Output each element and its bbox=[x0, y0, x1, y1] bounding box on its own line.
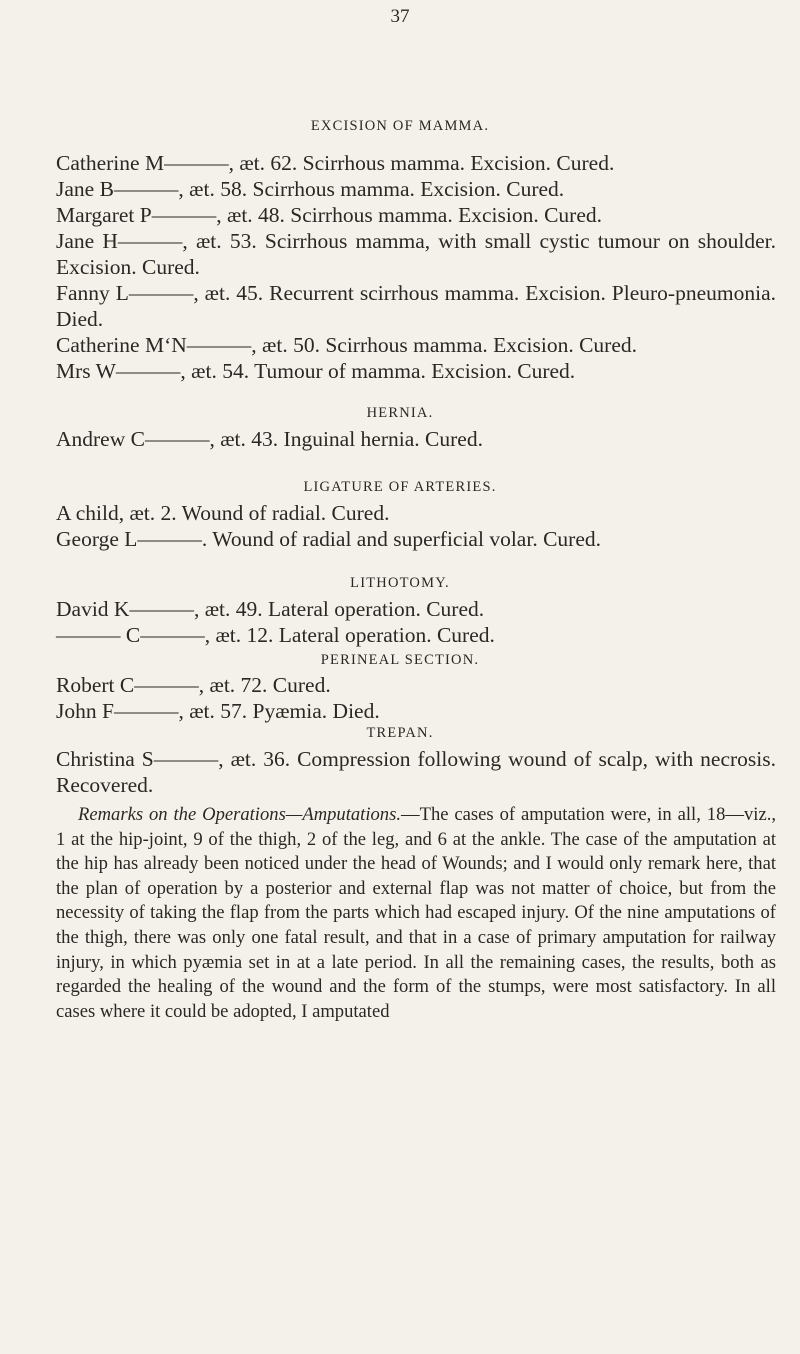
remarks-lead: Remarks on the Operations—Amputations. bbox=[78, 804, 401, 825]
section-entries-excision-of-mamma bbox=[56, 150, 776, 384]
section-heading-hernia: HERNIA. bbox=[366, 405, 434, 421]
case-entry: David K———, æt. 49. Lateral operation. Cured. bbox=[56, 597, 485, 621]
section-heading-lithotomy: LITHOTOMY. bbox=[350, 575, 450, 591]
case-entry: Catherine M———, æt. 62. Scirrhous mamma. Excision. Cured. bbox=[56, 151, 615, 175]
section-heading-excision-of-mamma: EXCISION OF MAMMA. bbox=[310, 118, 490, 134]
remarks-paragraph bbox=[56, 803, 776, 1024]
case-entry: A child, æt. 2. Wound of radial. Cured. bbox=[56, 501, 390, 525]
section-entries-perineal-section bbox=[56, 672, 776, 724]
case-entry: Margaret P———, æt. 48. Scirrhous mamma. Excision. Cured. bbox=[56, 203, 602, 227]
case-entry: ——— C———, æt. 12. Lateral operation. Cured. bbox=[56, 623, 495, 647]
remarks-body: —The cases of amputation were, in all, 18—viz., 1 at the hip-joint, 9 of the thigh, 2 of the leg, and 6 at the ankle. The case of the amputation at the hip has already been noticed under the head of Wounds; and I would only remark here, that the plan of operation by a posterior and external flap was not matter of choice, but from the necessity of taking the flap from the parts which had escaped injury. Of the nine amputations of the thigh, there was only one fatal result, and that in a case of primary amputation for railway injury, in which pyæmia set in at a late period. In all the remaining cases, the results, both as regarded the healing of the wound and the form of the stumps, were most satisfactory. In all cases where it could be adopted, I amputated bbox=[56, 804, 776, 1022]
case-entry: Mrs W———, æt. 54. Tumour of mamma. Excision. Cured. bbox=[56, 359, 576, 383]
case-entry: Robert C———, æt. 72. Cured. bbox=[56, 673, 331, 697]
case-entry: George L———. Wound of radial and superficial volar. Cured. bbox=[56, 527, 601, 551]
section-entries-lithotomy bbox=[56, 596, 776, 648]
section-heading-perineal-section: PERINEAL SECTION. bbox=[320, 652, 480, 668]
case-entry: John F———, æt. 57. Pyæmia. Died. bbox=[56, 699, 380, 723]
case-entry: Jane H———, æt. 53. Scirrhous mamma, with small cystic tumour on shoulder. Excision. Cured. bbox=[56, 229, 776, 279]
section-entries-hernia bbox=[56, 426, 776, 452]
case-entry: Jane B———, æt. 58. Scirrhous mamma. Excision. Cured. bbox=[56, 177, 565, 201]
section-entries-trepan bbox=[56, 746, 776, 798]
section-heading-ligature-of-arteries: LIGATURE OF ARTERIES. bbox=[303, 479, 497, 495]
case-entry: Christina S———, æt. 36. Compression following wound of scalp, with necrosis. Recovered. bbox=[56, 747, 776, 797]
section-entries-ligature-of-arteries bbox=[56, 500, 776, 552]
page-number: 37 bbox=[390, 6, 410, 27]
case-entry: Andrew C———, æt. 43. Inguinal hernia. Cured. bbox=[56, 427, 483, 451]
section-heading-trepan: TREPAN. bbox=[366, 725, 434, 741]
case-entry: Fanny L———, æt. 45. Recurrent scirrhous mamma. Excision. Pleuro-pneumonia. Died. bbox=[56, 281, 776, 331]
case-entry: Catherine M‘N———, æt. 50. Scirrhous mamma. Excision. Cured. bbox=[56, 333, 638, 357]
